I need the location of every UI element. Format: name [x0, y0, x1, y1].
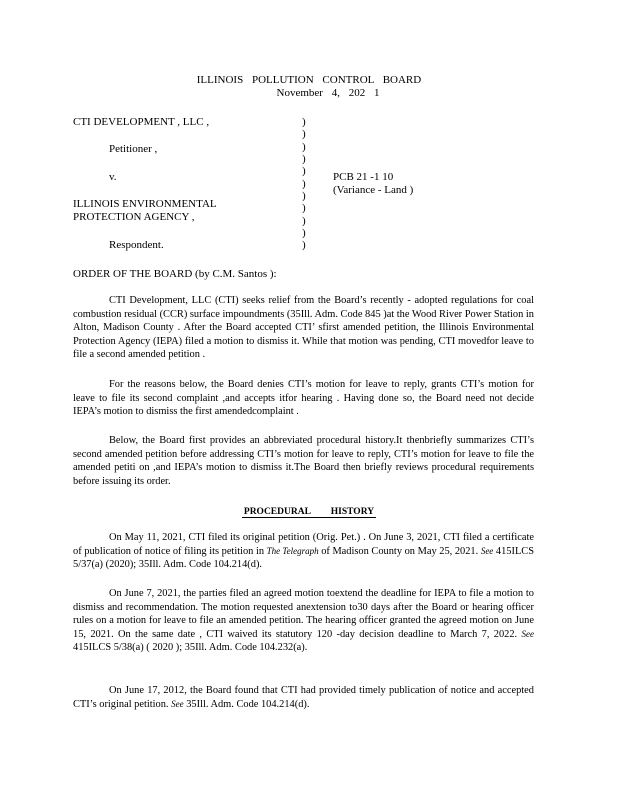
history-p3-text: On June 17, 2012, the Board found that CTI had provided timely publication of notice and accepted CTI’s original petition. — [73, 685, 534, 710]
petitioner-role: Petitioner , — [109, 143, 158, 155]
respondent-name-line2: PROTECTION AGENCY , — [73, 211, 195, 223]
case-number: PCB 21 -1 10 — [333, 171, 394, 183]
caption-paren: ) — [302, 153, 306, 166]
history-p2-text-b: 415ILCS 5/38(a) ( 2020 ); 35Ill. Adm. Code 104.232(a). — [73, 642, 308, 654]
caption-paren: ) — [302, 202, 306, 215]
petitioner-name: CTI DEVELOPMENT , LLC , — [73, 116, 210, 128]
see-signal: See — [521, 628, 534, 639]
see-signal: See — [171, 698, 184, 709]
caption-paren: ) — [302, 227, 306, 240]
intro-paragraph-1 — [73, 294, 534, 362]
intro-paragraph-3-text: Below, the Board first provides an abbreviated procedural history.It thenbriefly summarizes CTI’s second amended petition before addressing CTI’s motion for leave to reply, CTI’s motion for leave to file the amended petiti on ,and IEPA’s motion to dismiss it.The Board then briefly reviews procedural requirements before issuing its order. — [73, 435, 534, 487]
caption-paren: ) — [302, 239, 306, 252]
history-paragraph-3 — [73, 684, 534, 711]
intro-paragraph-2-text: For the reasons below, the Board denies CTI’s motion for leave to reply, grants CTI’s motion for leave to file its second complaint ,and accepts itfor hearing . Having done so, the Board need not decide IEPA’s motion to dismiss the first amendedcomplaint . — [73, 379, 534, 418]
history-p1-text-c: 415ILCS 5/37(a) (2020); 35Ill. Adm. Code 104.214(d). — [73, 545, 535, 571]
caption-paren: ) — [302, 128, 306, 141]
history-p2-text: On June 7, 2021, the parties filed an agreed motion toextend the deadline for IEPA to file a motion to dismiss and recommendation. The motion requested anextension to30 days after the Board or hearing officer rules on a motion for leave to file an amended petition. The hearing officer granted the agreed motion on June 15, 2021. On the same date , CTI waived its statutory 120 -day decision deadline to March 7, 2022. — [73, 588, 534, 640]
agency-heading: ILLINOIS POLLUTION CONTROL BOARD — [196, 74, 422, 86]
order-date — [0, 87, 618, 100]
history-p3-text-b: 35Ill. Adm. Code 104.214(d). — [183, 698, 310, 710]
intro-paragraph-1-text: CTI Development, LLC (CTI) seeks relief from the Board’s recently - adopted regulations for coal combustion residual (CCR) surface impoundments (35Ill. Adm. Code 845 )at the Wood River Power Station in Alton, Madison County . After the Board accepted CTI’ sfirst amended petition, the Illinois Environmental Protection Agency (IEPA) filed a motion to dismiss it. While that motion was pending, CTI movedfor leave to file a second amended petition . — [73, 295, 535, 361]
section-heading-text: PROCEDURAL HISTORY — [243, 507, 375, 517]
caption-paren: ) — [302, 214, 306, 227]
caption-paren: ) — [302, 165, 306, 178]
intro-paragraph-3 — [73, 434, 534, 488]
newspaper-title: The Telegraph — [266, 545, 319, 556]
caption-paren: ) — [302, 177, 306, 190]
caption-paren: ) — [302, 116, 306, 128]
history-paragraph-1 — [73, 531, 534, 572]
history-p1-text-b: of Madison County on May 25, 2021. — [318, 545, 481, 557]
intro-paragraph-2 — [73, 378, 534, 419]
section-heading — [0, 506, 618, 518]
caption-paren: ) — [302, 140, 306, 153]
caption-parentheses — [302, 116, 310, 252]
caption-paren: ) — [302, 190, 306, 203]
respondent-role: Respondent. — [109, 239, 164, 251]
case-type: (Variance - Land ) — [333, 184, 414, 196]
history-paragraph-2 — [73, 587, 534, 655]
respondent-name-line1: ILLINOIS ENVIRONMENTAL — [73, 198, 217, 210]
history-p1-text: On May 11, 2021, CTI filed its original petition (Orig. Pet.) . On June 3, 2021, CTI filed a certificate of publication of notice of filing its petition in — [73, 532, 534, 557]
see-signal: See — [480, 545, 494, 556]
order-line: ORDER OF THE BOARD (by C.M. Santos ): — [73, 268, 277, 280]
order-date-text: November 4, 202 1 — [276, 87, 380, 99]
versus-label: v. — [109, 171, 117, 183]
